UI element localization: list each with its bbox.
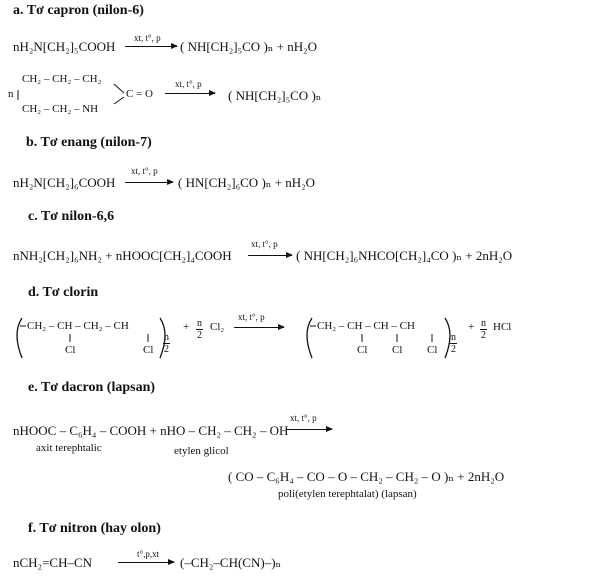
ring-bottom: CH₂ – CH₂ – NH bbox=[22, 103, 99, 115]
clorin-cl-5: Cl bbox=[427, 344, 438, 356]
clorin-cl-2: Cl bbox=[143, 344, 154, 356]
clorin-chain-right: CH₂ – CH – CH – CH bbox=[317, 320, 415, 332]
eq-b-right: ( HN[CH₂]₆CO )ₙ + nH₂O bbox=[178, 175, 316, 190]
heading-c: c. Tơ nilon-6,6 bbox=[28, 209, 115, 224]
clorin-frac-left bbox=[163, 332, 170, 355]
heading-a: a. Tơ capron (nilon-6) bbox=[13, 3, 144, 18]
frac-2-hcl: 2 bbox=[481, 330, 486, 341]
cl2: Cl₂ bbox=[210, 321, 225, 333]
heading-f: f. Tơ nitron (hay olon) bbox=[28, 521, 161, 536]
eq-a2-right: ( NH[CH₂]₅CO )ₙ bbox=[228, 88, 322, 103]
frac-n-r: n bbox=[451, 332, 456, 343]
eq-c-left: nNH₂[CH₂]₆NH₂ + nHOOC[CH₂]₄COOH bbox=[13, 248, 232, 263]
frac-2-r: 2 bbox=[451, 344, 456, 355]
eq-d-cond: xt, t°, p bbox=[238, 312, 265, 322]
eq-c-cond: xt, t°, p bbox=[251, 239, 278, 249]
arrow-c bbox=[248, 255, 292, 256]
frac-n: n bbox=[164, 332, 169, 343]
arrow-d bbox=[234, 327, 284, 328]
arrow-b bbox=[125, 182, 173, 183]
clorin-cl-1: Cl bbox=[65, 344, 76, 356]
eq-b-left: nH₂N[CH₂]₆COOH bbox=[13, 175, 116, 190]
ring-n: n bbox=[8, 88, 14, 100]
frac-n-cl2: n bbox=[197, 318, 202, 329]
eq-a2-cond: xt, t°, p bbox=[175, 79, 202, 89]
label-lapsan: poli(etylen terephtalat) (lapsan) bbox=[278, 488, 417, 500]
eq-c-right: ( NH[CH₂]₆NHCO[CH₂]₄CO )ₙ + 2nH₂O bbox=[296, 248, 513, 263]
clorin-chain-left: CH₂ – CH – CH₂ – CH bbox=[27, 320, 129, 332]
plus-1: + bbox=[183, 321, 190, 333]
ring-co: C = O bbox=[126, 88, 153, 100]
hcl: HCl bbox=[493, 321, 512, 333]
label-etylen-glicol: etylen glicol bbox=[174, 445, 229, 457]
clorin-frac-right bbox=[450, 332, 457, 355]
hcl-frac bbox=[480, 318, 487, 341]
heading-d: d. Tơ clorin bbox=[28, 285, 99, 300]
eq-a1-cond: xt, t°, p bbox=[134, 33, 161, 43]
frac-n-hcl: n bbox=[481, 318, 486, 329]
heading-b: b. Tơ enang (nilon-7) bbox=[26, 135, 152, 150]
arrow-f bbox=[118, 562, 174, 563]
eq-e-cond: xt, t°, p bbox=[290, 413, 317, 423]
eq-e-left: nHOOC – C₆H₄ – COOH + nHO – CH₂ – CH₂ – OH bbox=[13, 423, 289, 438]
eq-f-right: (–CH₂–CH(CN)–)ₙ bbox=[180, 555, 282, 570]
eq-b-cond: xt, t°, p bbox=[131, 166, 158, 176]
eq-a1-left: nH₂N[CH₂]₅COOH bbox=[13, 39, 116, 54]
arrow-e bbox=[286, 429, 332, 430]
eq-e-product: ( CO – C₆H₄ – CO – O – CH₂ – CH₂ – O )ₙ + 2nH₂O bbox=[228, 469, 505, 484]
label-terephtalic: axit terephtalic bbox=[36, 442, 102, 454]
heading-e: e. Tơ dacron (lapsan) bbox=[28, 380, 156, 395]
frac-2: 2 bbox=[164, 344, 169, 355]
plus-2: + bbox=[468, 321, 475, 333]
cl2-frac bbox=[196, 318, 203, 341]
ring-top: CH₂ – CH₂ – CH₂ bbox=[22, 73, 102, 85]
eq-f-left: nCH₂=CH–CN bbox=[13, 555, 93, 570]
clorin-cl-4: Cl bbox=[392, 344, 403, 356]
eq-f-cond: t°,p,xt bbox=[137, 549, 160, 559]
eq-a1-right: ( NH[CH₂]₅CO )ₙ + nH₂O bbox=[180, 39, 318, 54]
frac-2-cl2: 2 bbox=[197, 330, 202, 341]
clorin-cl-3: Cl bbox=[357, 344, 368, 356]
